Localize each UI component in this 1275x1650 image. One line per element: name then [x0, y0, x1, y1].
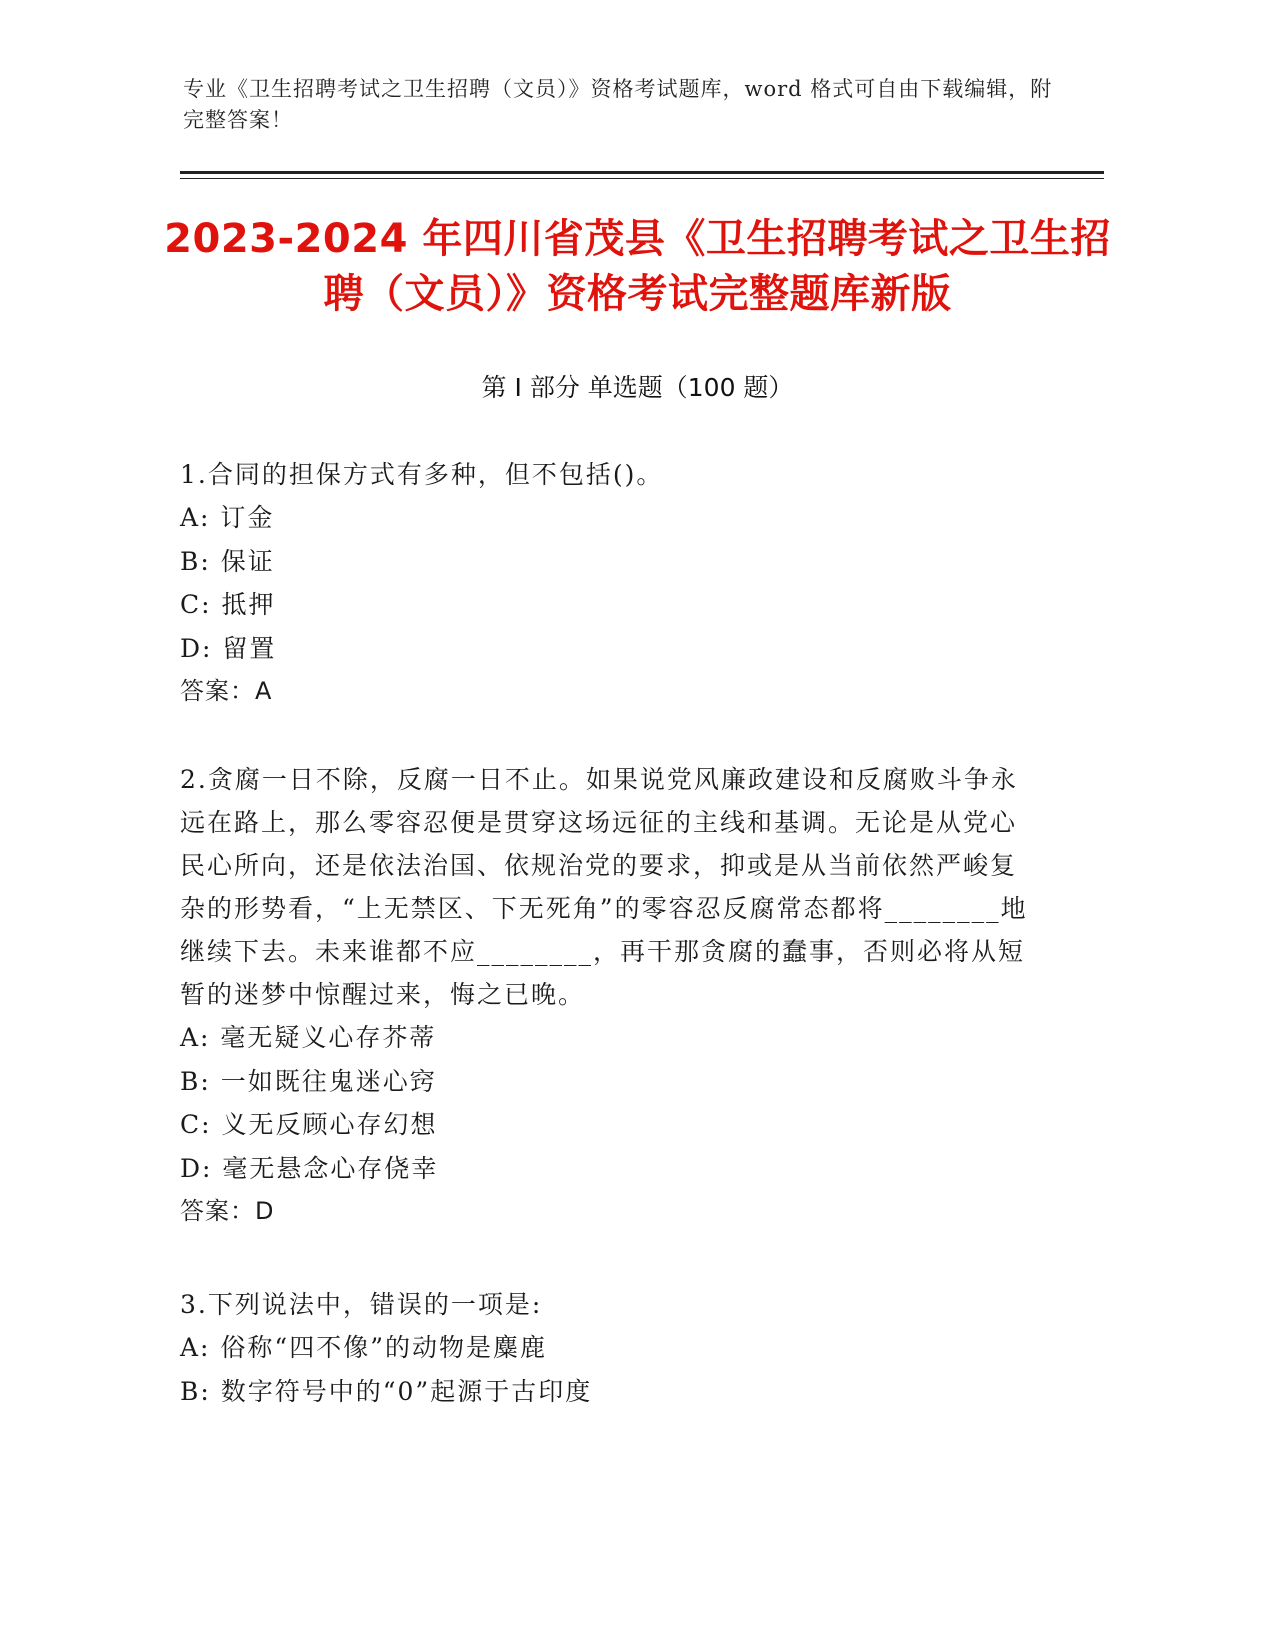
section-heading: 第 I 部分 单选题（100 题） — [481, 373, 794, 402]
question-stem: 3.下列说法中，错误的一项是: — [180, 1290, 543, 1319]
question-3 — [180, 1283, 1040, 1413]
option-d: D: 毫无悬念心存侥幸 — [180, 1153, 439, 1183]
option-d: D: 留置 — [180, 633, 277, 663]
question-2 — [180, 758, 1040, 1234]
option-b: B: 数字符号中的“0”起源于古印度 — [180, 1376, 593, 1406]
question-stem: 1.合同的担保方式有多种，但不包括()。 — [180, 460, 664, 489]
question-stem: 2.贪腐一日不除，反腐一日不止。如果说党风廉政建设和反腐败斗争永远在路上，那么零容忍便是贯穿这场远征的主线和基调。无论是从党心民心所向，还是依法治国、依规治党的要求，抑或是从当前依然严峻复杂的形势看，“上无禁区、下无死角”的零容忍反腐常态都将________地继续下去。未来谁都不应________，再干那贪腐的蠢事，否则必将从短暂的迷梦中惊醒过来，悔之已晚。 — [180, 765, 1028, 1009]
header-note: 专业《卫生招聘考试之卫生招聘（文员）》资格考试题库，word 格式可自由下载编辑，附完整答案！ — [183, 77, 1053, 132]
answer-line: 答案：A — [180, 677, 273, 705]
option-b: B: 保证 — [180, 546, 275, 576]
header-rule-thick — [180, 171, 1104, 174]
option-c: C: 抵押 — [180, 590, 276, 619]
option-a: A: 毫无疑义心存芥蒂 — [180, 1023, 437, 1052]
document-title: 2023-2024 年四川省茂县《卫生招聘考试之卫生招聘（文员）》资格考试完整题库新版 — [164, 216, 1111, 317]
header-rule-thin — [180, 178, 1104, 179]
option-c: C: 义无反顾心存幻想 — [180, 1110, 438, 1139]
option-a: A: 订金 — [180, 503, 275, 532]
question-1 — [180, 453, 1040, 714]
answer-line: 答案：D — [180, 1197, 275, 1225]
option-a: A: 俗称“四不像”的动物是麋鹿 — [180, 1333, 547, 1362]
option-b: B: 一如既往鬼迷心窍 — [180, 1066, 437, 1096]
